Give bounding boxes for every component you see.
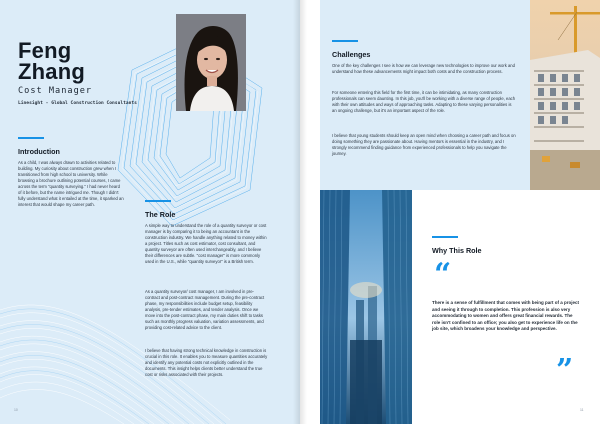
profile-name — [18, 40, 85, 82]
portrait-photo — [176, 14, 246, 111]
skyline-illustration — [320, 190, 412, 424]
challenges-paragraph-2: For someone entering this field for the first time, it can be intimidating, as many construction professionals can seem daunting. In this job, you'll be working with a diverse range of people, each with their own attitudes and ways of approaching tasks. Adapting to these varying personalities is an ongoing challenge, but it's an important aspect of the role. — [332, 90, 516, 114]
job-title: Cost Manager — [18, 86, 93, 96]
challenges-heading: Challenges — [332, 50, 371, 59]
company-name: Linesight - Global Construction Consultants — [18, 101, 137, 106]
page-number-left: 10 — [14, 408, 18, 412]
challenges-paragraph-3: I believe that young students should keep an open mind when choosing a career path and focus on doing something they are passionate about. Having mentors is essential in the industry, and I strongly recommend finding guidance from experienced professionals to help you navigate the journey. — [332, 133, 516, 157]
construction-site-photo — [530, 0, 600, 190]
introduction-accent-line — [18, 137, 44, 139]
first-name: Feng — [18, 38, 72, 63]
introduction-heading: Introduction — [18, 147, 60, 156]
page-fold-shadow — [293, 0, 307, 424]
why-this-role-heading: Why This Role — [432, 246, 482, 255]
the-role-paragraph-3: I believe that having strong technical knowledge in construction is crucial in this role. It enables you to measure quantities accurately and identify any potential costs not explicitly outlined in the documents. This insight helps clients better understand the true cost or risks associated with their projects. — [145, 348, 268, 378]
the-role-accent-line — [145, 200, 171, 202]
introduction-body: As a child, I was always drawn to activities related to building. My curiosity about construction grew when I transitioned from high school to university. While browsing a brochure outlining potential courses, I came across the term "quantity surveying." I had never heard of it before, but the name intrigued me. Though I didn't fully understand what it entailed at the time, it sparked an interest that would shape my career path. — [18, 160, 124, 208]
city-skyline-photo — [320, 190, 412, 424]
challenges-accent-line — [332, 40, 358, 42]
close-quote-mark: ” — [556, 353, 574, 388]
the-role-paragraph-2: As a quantity surveyor/ cost manager, I am involved in pre-contract and post-contract management. During the pre-contract phase, my responsibilities include budget setup, feasibility analysis, pre-tender estimates, and tender analysis. Once we move into the post-contract phase, my main duties shift to tasks such as monthly progress valuation, variation assessments, and providing cost-related advice to the client. — [145, 289, 265, 331]
page-number-right: 11 — [580, 408, 584, 412]
last-name: Zhang — [18, 59, 85, 84]
the-role-paragraph-1: A simple way to understand the role of a quantity surveyor or cost manager is by comparing it to being an accountant in the construction industry. We handle anything related to money within a project. Titles such as cost estimator, cost consultant, and quantity surveyor are often used interchangeably, and I believe their differences are subtle. "cost manager" is more commonly used in the U.S., while "quantity surveyor" is a British term. — [145, 223, 267, 265]
portrait-illustration — [176, 14, 246, 111]
open-quote-mark: “ — [434, 257, 452, 292]
why-this-role-quote: There is a sense of fulfillment that comes with being part of a project and seeing it through to completion. This profession is also very accommodating to women and offers great financial rewards. The role isn't confined to an office; you also get to experience life on the job site, which broadens your knowledge and perspective. — [432, 300, 580, 332]
construction-illustration — [530, 0, 600, 190]
why-this-role-accent-line — [432, 236, 458, 238]
the-role-heading: The Role — [145, 210, 176, 219]
challenges-paragraph-1: One of the key challenges I see is how we can leverage new technologies to improve our work and understand how these advancements might impact both costs and the construction process. — [332, 63, 515, 75]
